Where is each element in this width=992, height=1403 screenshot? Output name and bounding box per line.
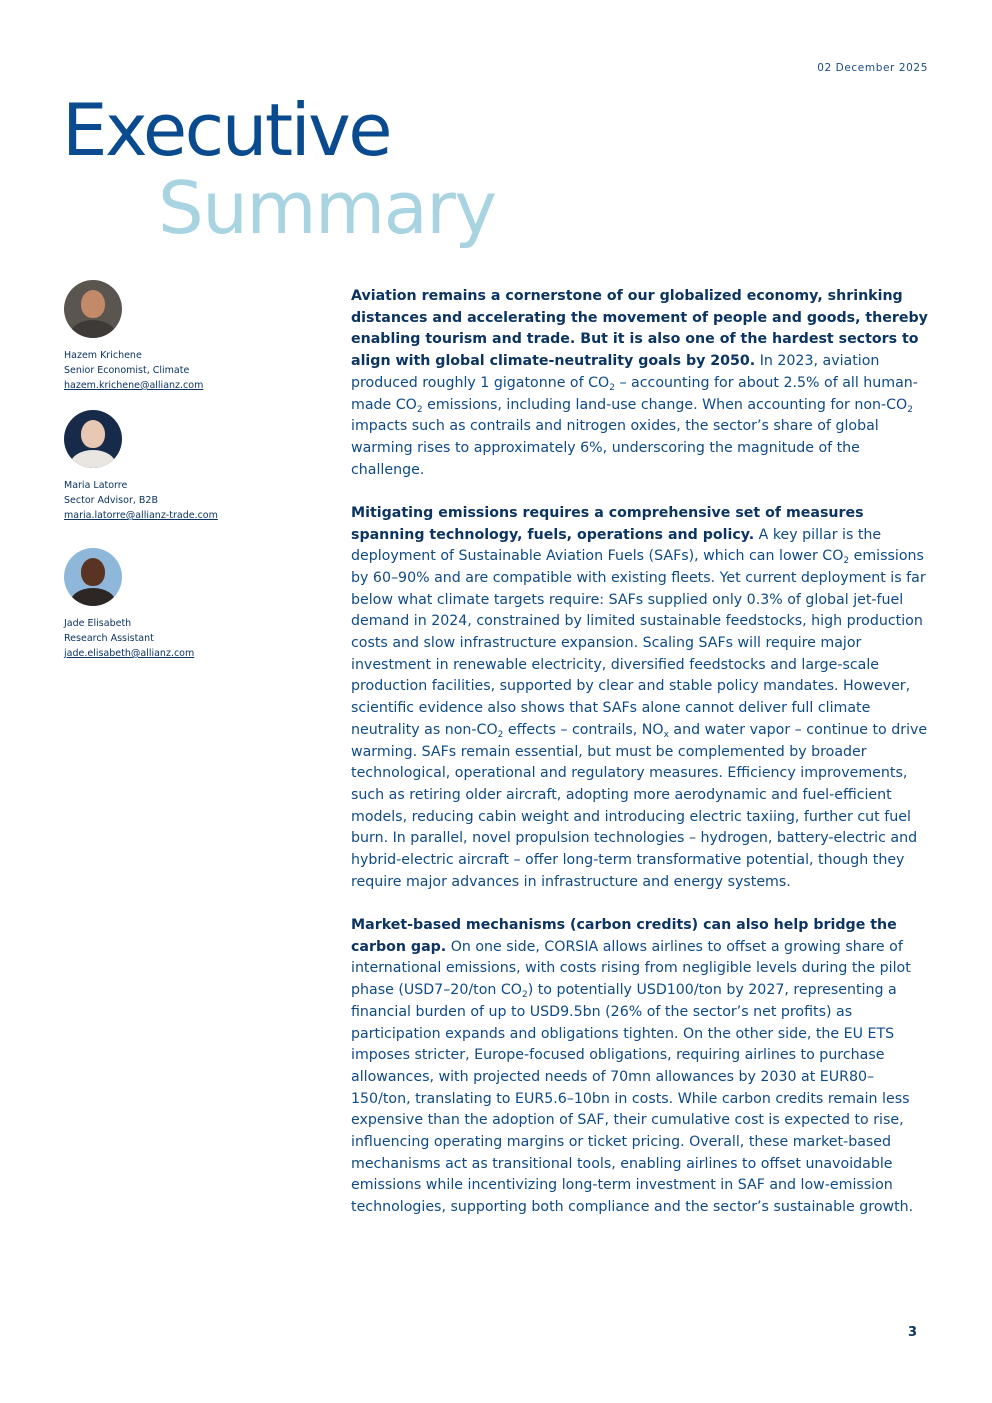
author-name: Maria Latorre (64, 480, 128, 491)
author-photo-avatar (64, 548, 122, 606)
author-role: Sector Advisor, B2B (64, 495, 158, 506)
author-photo-avatar (64, 280, 122, 338)
author-card (64, 410, 304, 523)
paragraph-mitigation-measures: Mitigating emissions requires a comprehensive set of measures spanning technology, fuels, operations and policy. A key pillar is the deployment of Sustainable Aviation Fuels (SAFs), which can lower $CO_2$ emissions by 60–90% and are compatible with existing fleets. Yet current deployment is far below what climate targets require: SAFs supplied only 0.3% of global jet-fuel demand in 2024, constrained by limited sustainable feedstocks, high production costs and slow infrastructure expansion. Scaling SAFs will require major investment in renewable electricity, diversified feedstocks and large-scale production facilities, supported by clear and stable policy mandates. However, scientific evidence also shows that SAFs alone cannot deliver full climate neutrality as non-$CO_2$ effects – contrails, $NO_x$ and water vapor – continue to drive warming. SAFs remain essential, but must be complemented by broader technological, operational and regulatory measures. Efficiency improvements, such as retiring older aircraft, adopting more aerodynamic and fuel-efficient models, reducing cabin weight and introducing electric taxiing, further cut fuel burn. In parallel, novel propulsion technologies – hydrogen, battery-electric and hybrid-electric aircraft – offer long-term transformative potential, though they require major advances in infrastructure and energy systems. (351, 504, 928, 890)
page-title-executive: Executive (62, 88, 391, 172)
page-title-summary: Summary (158, 166, 496, 250)
paragraph-aviation-overview: Aviation remains a cornerstone of our globalized economy, shrinking distances and accelerating the movement of people and goods, thereby enabling tourism and trade. But it is also one of the hardest sectors to align with global climate-neutrality goals by 2050. In 2023, aviation produced roughly 1 gigatonne of $CO_2$ – accounting for about 2.5% of all human-made $CO_2$ emissions, including land-use change. When accounting for non-$CO_2$ impacts such as contrails and nitrogen oxides, the sector’s share of global warming rises to approximately 6%, underscoring the magnitude of the challenge. (351, 288, 928, 478)
report-date: 02 December 2025 (817, 62, 928, 74)
author-card (64, 280, 304, 393)
executive-summary-body (351, 286, 931, 1240)
author-email-link[interactable]: maria.latorre@allianz-trade.com (64, 510, 218, 521)
author-card (64, 548, 304, 661)
paragraph-carbon-credits: Market-based mechanisms (carbon credits) can also help bridge the carbon gap. On one side, CORSIA allows airlines to offset a growing share of international emissions, with costs rising from negligible levels during the pilot phase (USD7–20/ton $CO_2$) to potentially USD100/ton by 2027, representing a financial burden of up to USD9.5bn (26% of the sector’s net profits) as participation expands and obligations tighten. On the other side, the EU ETS imposes stricter, Europe-focused obligations, requiring airlines to purchase allowances, with projected needs of 70mn allowances by 2030 at EUR80–150/ton, translating to EUR5.6–10bn in costs. While carbon credits remain less expensive than the adoption of SAF, their cumulative cost is expected to rise, influencing operating margins or ticket pricing. Overall, these market-based mechanisms act as transitional tools, enabling airlines to offset unavoidable emissions while incentivizing long-term investment in SAF and low-emission technologies, supporting both compliance and the sector’s sustainable growth. (351, 916, 914, 1216)
author-email-link[interactable]: jade.elisabeth@allianz.com (64, 648, 195, 659)
author-email-link[interactable]: hazem.krichene@allianz.com (64, 380, 204, 391)
author-role: Research Assistant (64, 633, 154, 644)
author-role: Senior Economist, Climate (64, 365, 190, 376)
author-name: Hazem Krichene (64, 350, 142, 361)
author-name: Jade Elisabeth (64, 618, 132, 629)
page-number: 3 (908, 1325, 918, 1340)
author-photo-avatar (64, 410, 122, 468)
